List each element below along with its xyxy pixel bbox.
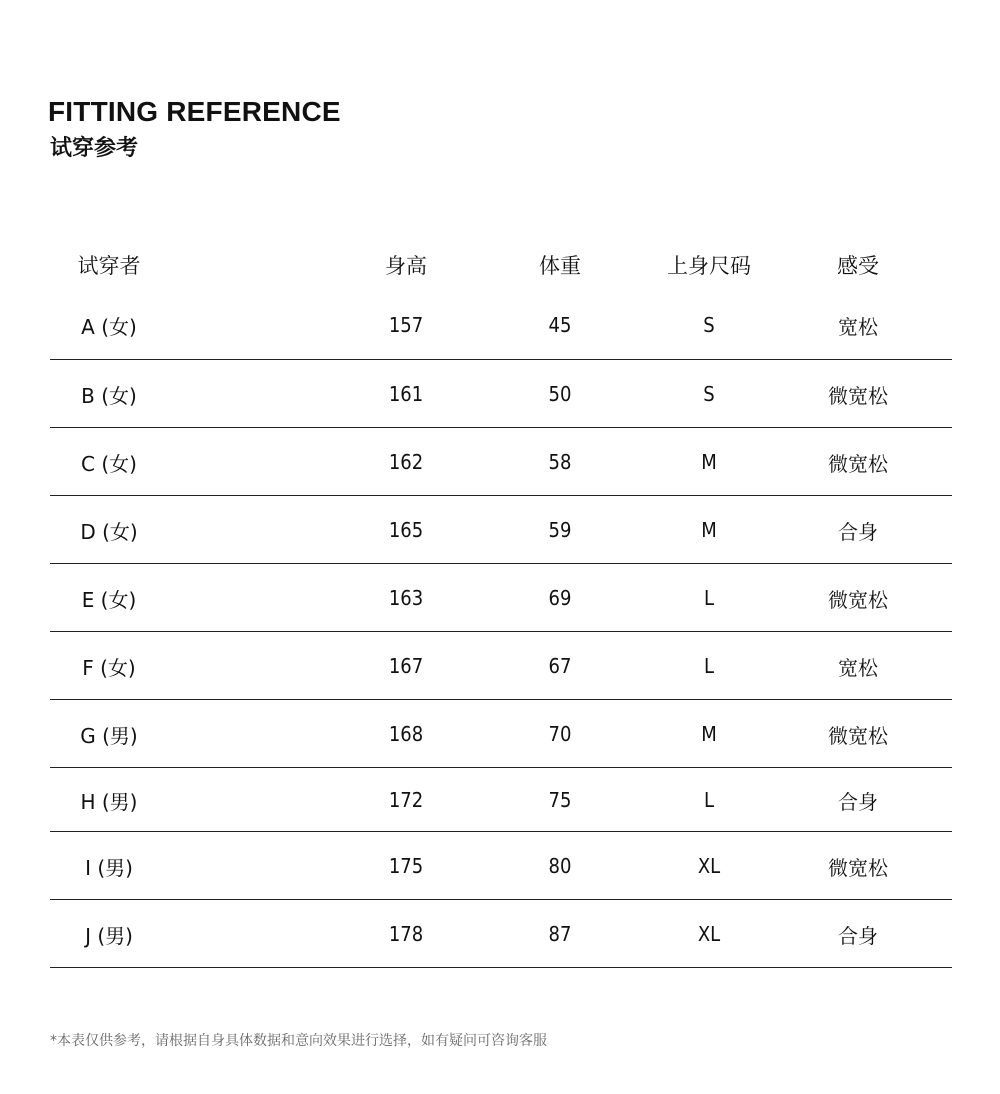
page-title-chinese: 试穿参考 bbox=[50, 136, 139, 161]
cell-tester: D (女) bbox=[80, 519, 138, 544]
cell-height: 178 bbox=[388, 922, 424, 946]
cell-tester: G (男) bbox=[80, 723, 138, 748]
header-weight: 体重 bbox=[539, 254, 581, 278]
cell-feel: 合身 bbox=[838, 789, 878, 814]
table-row bbox=[50, 632, 952, 700]
cell-height: 172 bbox=[388, 788, 424, 812]
cell-tester: H (男) bbox=[80, 789, 138, 814]
cell-tester: J (男) bbox=[85, 923, 133, 948]
cell-height: 167 bbox=[388, 654, 424, 678]
cell-size: XL bbox=[697, 854, 721, 878]
cell-tester: C (女) bbox=[81, 451, 137, 476]
table-row bbox=[50, 428, 952, 496]
cell-feel: 合身 bbox=[838, 519, 878, 544]
cell-size: XL bbox=[697, 922, 721, 946]
cell-feel: 微宽松 bbox=[828, 855, 888, 880]
cell-size: S bbox=[703, 313, 715, 337]
cell-weight: 69 bbox=[548, 586, 572, 610]
cell-feel: 合身 bbox=[838, 923, 878, 948]
cell-feel: 微宽松 bbox=[828, 451, 888, 476]
header-feel: 感受 bbox=[837, 254, 879, 278]
table-row bbox=[50, 564, 952, 632]
cell-height: 157 bbox=[388, 313, 424, 337]
page-title-english: FITTING REFERENCE bbox=[48, 96, 341, 127]
header-height: 身高 bbox=[385, 254, 427, 278]
fitting-table bbox=[50, 240, 952, 968]
table-row bbox=[50, 900, 952, 968]
cell-feel: 微宽松 bbox=[828, 383, 888, 408]
header-size: 上身尺码 bbox=[667, 254, 751, 278]
cell-size: M bbox=[701, 450, 717, 474]
cell-weight: 87 bbox=[548, 922, 572, 946]
cell-height: 165 bbox=[388, 518, 424, 542]
table-header-row bbox=[50, 240, 952, 290]
cell-tester: B (女) bbox=[81, 383, 137, 408]
cell-size: S bbox=[703, 382, 715, 406]
cell-feel: 宽松 bbox=[838, 314, 878, 339]
table-row bbox=[50, 700, 952, 768]
cell-size: L bbox=[703, 586, 715, 610]
cell-height: 168 bbox=[388, 722, 424, 746]
cell-tester: E (女) bbox=[81, 587, 137, 612]
cell-weight: 59 bbox=[548, 518, 572, 542]
cell-size: M bbox=[701, 722, 717, 746]
row-divider bbox=[50, 967, 952, 968]
table-row bbox=[50, 832, 952, 900]
cell-height: 163 bbox=[388, 586, 424, 610]
cell-weight: 67 bbox=[548, 654, 572, 678]
cell-weight: 50 bbox=[548, 382, 572, 406]
cell-weight: 45 bbox=[548, 313, 572, 337]
table-row bbox=[50, 496, 952, 564]
cell-tester: A (女) bbox=[81, 314, 137, 339]
cell-height: 161 bbox=[388, 382, 424, 406]
cell-feel: 微宽松 bbox=[828, 723, 888, 748]
cell-tester: I (男) bbox=[85, 855, 133, 880]
footnote: *本表仅供参考，请根据自身具体数据和意向效果进行选择，如有疑问可咨询客服 bbox=[50, 1033, 547, 1049]
cell-feel: 微宽松 bbox=[828, 587, 888, 612]
cell-size: L bbox=[703, 788, 715, 812]
cell-weight: 70 bbox=[548, 722, 572, 746]
cell-weight: 80 bbox=[548, 854, 572, 878]
cell-size: L bbox=[703, 654, 715, 678]
cell-size: M bbox=[701, 518, 717, 542]
table-row bbox=[50, 360, 952, 428]
cell-height: 175 bbox=[388, 854, 424, 878]
cell-height: 162 bbox=[388, 450, 424, 474]
cell-feel: 宽松 bbox=[838, 655, 878, 680]
cell-tester: F (女) bbox=[82, 655, 136, 680]
table-row bbox=[50, 290, 952, 360]
header-tester: 试穿者 bbox=[77, 254, 141, 278]
cell-weight: 75 bbox=[548, 788, 572, 812]
table-row bbox=[50, 768, 952, 832]
cell-weight: 58 bbox=[548, 450, 572, 474]
